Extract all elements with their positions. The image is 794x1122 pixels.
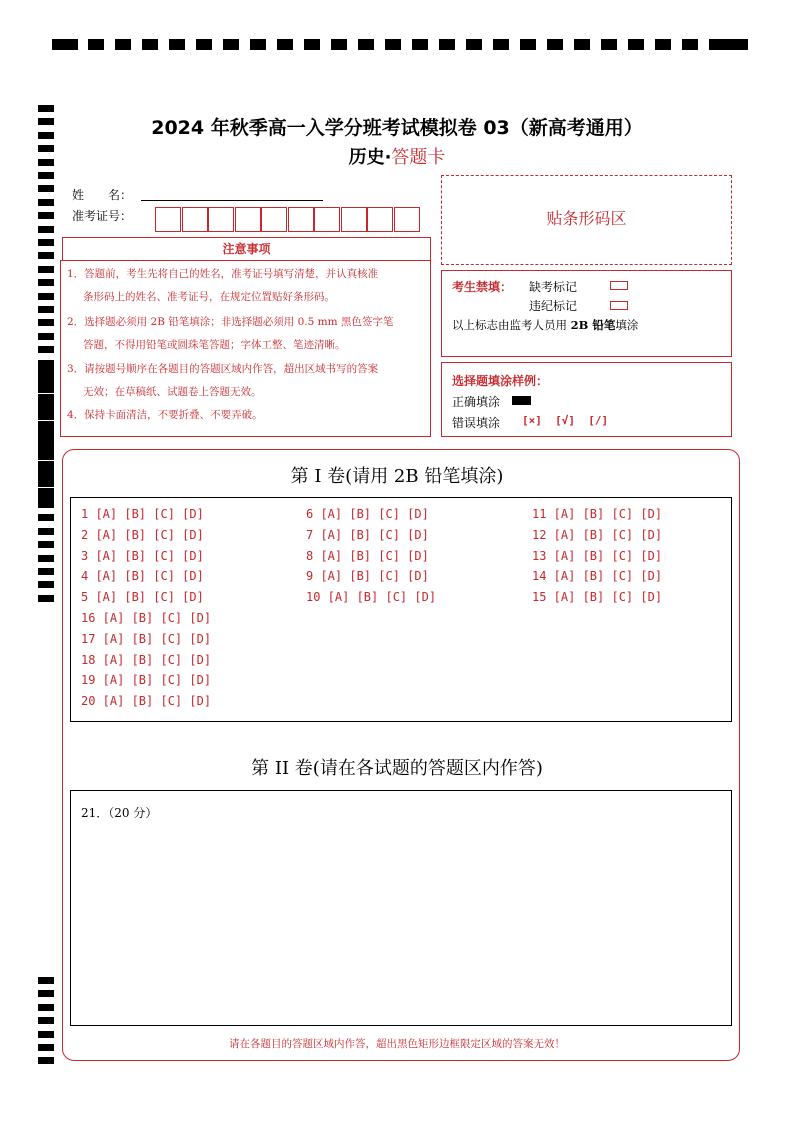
timing-mark bbox=[277, 39, 293, 50]
fill-sample-title: 选择题填涂样例： bbox=[452, 374, 549, 388]
exam-id-cell[interactable] bbox=[208, 207, 234, 232]
timing-mark bbox=[38, 373, 54, 380]
choice-row-9[interactable]: 9 [A] [B] [C] [D] bbox=[306, 569, 429, 584]
choice-row-2[interactable]: 2 [A] [B] [C] [D] bbox=[81, 527, 204, 542]
exam-ban-note-prefix: 以上标志由监考人员用 bbox=[452, 318, 571, 332]
choice-row-4[interactable]: 4 [A] [B] [C] [D] bbox=[81, 569, 204, 584]
name-label: 姓 名： bbox=[72, 188, 133, 202]
timing-mark bbox=[52, 39, 78, 50]
choice-row-13[interactable]: 13 [A] [B] [C] [D] bbox=[532, 548, 663, 563]
choice-row-15[interactable]: 15 [A] [B] [C] [D] bbox=[532, 590, 663, 605]
exam-id-cell[interactable] bbox=[367, 207, 393, 232]
page-subtitle bbox=[0, 143, 794, 169]
timing-mark bbox=[38, 555, 54, 562]
timing-mark bbox=[38, 386, 54, 393]
choice-row-16[interactable]: 16 [A] [B] [C] [D] bbox=[81, 611, 212, 625]
answer-card-label: 答题卡 bbox=[391, 147, 446, 168]
timing-mark bbox=[38, 252, 54, 259]
choice-row-11[interactable]: 11 [A] [B] [C] [D] bbox=[532, 507, 663, 521]
exam-ban-title: 考生禁填： bbox=[452, 280, 513, 294]
timing-mark bbox=[358, 39, 374, 50]
choice-row-14[interactable]: 14 [A] [B] [C] [D] bbox=[532, 569, 663, 584]
timing-mark bbox=[38, 494, 54, 501]
notice-item: 无效；在草稿纸、试题卷上答题无效。 bbox=[83, 386, 262, 398]
notice-title: 注意事项 bbox=[222, 242, 271, 256]
timing-mark bbox=[601, 39, 617, 50]
timing-mark bbox=[682, 39, 698, 50]
choice-row-6[interactable]: 6 [A] [B] [C] [D] bbox=[306, 507, 429, 521]
exam-ban-note bbox=[452, 317, 638, 333]
absent-label: 缺考标记 bbox=[529, 280, 578, 294]
timing-mark bbox=[38, 199, 54, 206]
barcode-area-label: 贴条形码区 bbox=[546, 209, 627, 228]
exam-ban-note-suffix: 填涂 bbox=[615, 318, 639, 332]
name-field[interactable] bbox=[141, 200, 323, 201]
timing-mark bbox=[38, 360, 54, 367]
timing-mark bbox=[38, 226, 54, 233]
timing-mark bbox=[38, 367, 54, 374]
choice-row-3[interactable]: 3 [A] [B] [C] [D] bbox=[81, 548, 204, 563]
timing-mark bbox=[38, 568, 54, 575]
timing-mark bbox=[574, 39, 590, 50]
timing-mark bbox=[38, 239, 54, 246]
timing-mark bbox=[196, 39, 212, 50]
violation-label: 违纪标记 bbox=[529, 299, 578, 313]
notice-box bbox=[60, 260, 431, 437]
timing-mark bbox=[38, 427, 54, 434]
timing-mark bbox=[38, 447, 54, 454]
wrong-fill-samples: [×] [√] [/] bbox=[522, 414, 609, 427]
exam-id-cell[interactable] bbox=[182, 207, 208, 232]
exam-id-cell[interactable] bbox=[235, 207, 261, 232]
timing-mark bbox=[115, 39, 131, 50]
correct-fill-sample bbox=[512, 396, 531, 405]
choice-row-1[interactable]: 1 [A] [B] [C] [D] bbox=[81, 507, 204, 521]
timing-mark bbox=[655, 39, 671, 50]
timing-mark bbox=[38, 346, 54, 353]
timing-mark bbox=[439, 39, 455, 50]
timing-mark bbox=[38, 581, 54, 588]
timing-mark bbox=[38, 1057, 54, 1064]
timing-mark bbox=[38, 413, 54, 420]
timing-mark bbox=[38, 440, 54, 447]
subject-label: 历史· bbox=[348, 147, 392, 168]
timing-mark bbox=[38, 407, 54, 414]
timing-mark bbox=[628, 39, 644, 50]
timing-mark bbox=[38, 394, 54, 401]
part2-title: 第 II 卷(请在各试题的答题区内作答) bbox=[251, 758, 543, 779]
choice-row-12[interactable]: 12 [A] [B] [C] [D] bbox=[532, 527, 663, 542]
timing-mark bbox=[38, 400, 54, 407]
timing-mark bbox=[331, 39, 347, 50]
timing-mark bbox=[412, 39, 428, 50]
timing-mark bbox=[38, 1017, 54, 1024]
timing-mark bbox=[223, 39, 239, 50]
choice-row-19[interactable]: 19 [A] [B] [C] [D] bbox=[81, 673, 212, 688]
fill-sample-box bbox=[441, 362, 732, 437]
id-label: 准考证号： bbox=[72, 209, 133, 223]
violation-mark-box[interactable] bbox=[610, 301, 628, 310]
exam-id-cell[interactable] bbox=[394, 207, 420, 232]
timing-mark bbox=[38, 541, 54, 548]
timing-mark bbox=[385, 39, 401, 50]
timing-mark bbox=[38, 514, 54, 521]
exam-id-cell[interactable] bbox=[288, 207, 314, 232]
timing-mark bbox=[142, 39, 158, 50]
barcode-area bbox=[441, 175, 732, 265]
timing-mark bbox=[38, 453, 54, 460]
timing-mark bbox=[547, 39, 563, 50]
notice-item: 答题，不得用铅笔或圆珠笔答题；字体工整、笔迹清晰。 bbox=[83, 339, 346, 351]
footer-note: 请在各题目的答题区域内作答，超出黑色矩形边框限定区域的答案无效！ bbox=[229, 1038, 565, 1050]
timing-mark bbox=[466, 39, 482, 50]
notice-item: 条形码上的姓名、准考证号，在规定位置贴好条形码。 bbox=[83, 291, 335, 303]
timing-mark bbox=[38, 501, 54, 508]
exam-id-cell[interactable] bbox=[261, 207, 287, 232]
timing-mark bbox=[723, 39, 748, 50]
wrong-fill-label: 错误填涂 bbox=[452, 416, 501, 430]
timing-mark bbox=[38, 266, 54, 273]
choice-row-20[interactable]: 20 [A] [B] [C] [D] bbox=[81, 694, 212, 709]
notice-header bbox=[62, 237, 431, 261]
part1-title: 第 I 卷(请用 2B 铅笔填涂) bbox=[290, 466, 504, 487]
choice-row-17[interactable]: 17 [A] [B] [C] [D] bbox=[81, 631, 212, 646]
timing-mark bbox=[38, 528, 54, 535]
correct-fill-label: 正确填涂 bbox=[452, 395, 501, 409]
timing-mark bbox=[38, 185, 54, 192]
notice-item: 2．选择题必须用 2B 铅笔填涂；非选择题必须用 0.5 mm 黑色签字笔 bbox=[67, 316, 394, 328]
timing-mark bbox=[38, 279, 54, 286]
timing-mark bbox=[38, 172, 54, 179]
timing-mark bbox=[38, 421, 54, 428]
exam-id-cell[interactable] bbox=[314, 207, 340, 232]
notice-item: 1．答题前，考生先将自己的姓名，准考证号填写清楚，并认真核准 bbox=[67, 268, 379, 280]
timing-mark bbox=[38, 434, 54, 441]
timing-mark bbox=[38, 488, 54, 495]
q21-answer-box[interactable] bbox=[70, 790, 732, 1026]
timing-mark bbox=[38, 595, 54, 602]
notice-item: 4．保持卡面清洁，不要折叠、不要弄破。 bbox=[67, 409, 263, 421]
timing-mark bbox=[38, 380, 54, 387]
timing-mark bbox=[88, 39, 104, 50]
exam-ban-note-bold: 2B 铅笔 bbox=[570, 318, 616, 332]
exam-id-cell[interactable] bbox=[341, 207, 367, 232]
timing-mark bbox=[38, 990, 54, 997]
exam-id-cell[interactable] bbox=[155, 207, 181, 232]
timing-mark bbox=[520, 39, 536, 50]
timing-mark bbox=[38, 333, 54, 340]
choice-row-5[interactable]: 5 [A] [B] [C] [D] bbox=[81, 590, 204, 605]
page-title: 2024 年秋季高一入学分班考试模拟卷 03（新高考通用） bbox=[151, 117, 643, 139]
notice-item: 3．请按题号顺序在各题目的答题区域内作答，超出区域书写的答案 bbox=[67, 363, 379, 375]
timing-mark bbox=[38, 306, 54, 313]
q21-label: 21．（20 分） bbox=[81, 806, 158, 820]
timing-mark bbox=[250, 39, 266, 50]
timing-mark bbox=[38, 977, 54, 984]
absent-mark-box[interactable] bbox=[610, 281, 628, 290]
timing-mark bbox=[493, 39, 509, 50]
choice-row-8[interactable]: 8 [A] [B] [C] [D] bbox=[306, 548, 429, 563]
timing-mark bbox=[169, 39, 185, 50]
timing-mark bbox=[38, 319, 54, 326]
choice-row-7[interactable]: 7 [A] [B] [C] [D] bbox=[306, 527, 429, 542]
choice-row-10[interactable]: 10 [A] [B] [C] [D] bbox=[306, 590, 437, 605]
timing-mark bbox=[38, 105, 54, 112]
timing-mark bbox=[38, 293, 54, 300]
timing-mark bbox=[38, 212, 54, 219]
timing-mark bbox=[304, 39, 320, 50]
choice-row-18[interactable]: 18 [A] [B] [C] [D] bbox=[81, 652, 212, 667]
exam-ban-box bbox=[441, 270, 732, 357]
timing-mark bbox=[38, 1004, 54, 1011]
